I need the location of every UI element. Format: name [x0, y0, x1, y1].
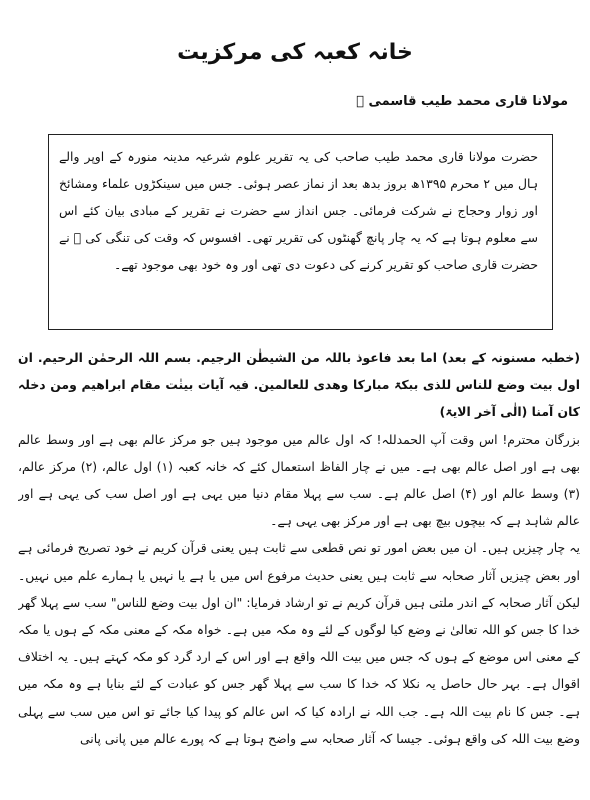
page-title: خانہ کعبہ کی مرکزیت	[177, 40, 413, 65]
author-line: مولانا قاری محمد طیب قاسمی ﷫	[356, 94, 568, 109]
intro-box	[48, 134, 553, 330]
intro-text: حضرت مولانا قاری محمد طیب صاحب کی یہ تقریر علوم شرعیہ مدینہ منورہ کے اوپر والے ہال میں ۲ محرم ۱۳۹۵ھ بروز بدھ بعد از نماز عصر ہوئی۔ جس میں سینکڑوں علماء ومشائخ اور زوار وحجاج نے شرکت فرمائی۔ جس انداز سے حضرت نے تقریر کے مبادی بیان کئے اس سے معلوم ہوتا ہے کہ یہ چار پانچ گھنٹوں کی تقریر تھی۔ افسوس کہ وقت کی تنگی کی ﷫ نے حضرت قاری صاحب کو تقریر کرنے کی دعوت دی تھی اور وہ خود بھی موجود تھے۔	[59, 149, 538, 272]
body-paragraph: بزرگان محترم! اس وقت آپ الحمدللہ! کہ اول عالم میں موجود ہیں جو مرکز عالم بھی ہے اور وسط عالم بھی ہے اور اصل عالم بھی ہے۔ میں نے چار الفاظ استعمال کئے کہ خانہ کعبہ (۱) اول عالم، (۲) مرکز عالم، (۳) وسط عالم اور (۴) اصل عالم ہے۔ سب سے پہلا مقام دنیا میں یہی ہے اور اصل سب کی یہی ہے اور عالم شاہد ہے کہ بیچوں بیچ بھی ہے اور مرکز بھی یہی ہے۔	[18, 431, 580, 529]
body-text	[18, 344, 580, 796]
opening-khutba-paragraph: (خطبہ مسنونہ کے بعد) اما بعد فاعوذ باللہ من الشیطٰن الرجیم. بسم اللہ الرحمٰن الرحیم. ان اول بیت وضع للناس للذی ببکۃ مبارکا وھدی للعالمین. فیہ آیات بینٰت مقام ابراھیم ومن دخلہ کان آمنا (الٰی آخر الایۃ)	[18, 350, 580, 420]
body-paragraph: یہ چار چیزیں ہیں۔ ان میں بعض امور تو نص قطعی سے ثابت ہیں یعنی قرآن کریم نے خود تصریح فرمائی ہے اور بعض چیزیں آثار صحابہ سے ثابت ہیں یعنی حدیث مرفوع اس میں یا ہے یا نہیں یا ہمارے علم میں نہیں۔ لیکن آثار صحابہ کے اندر ملتی ہیں قرآن کریم نے تو ارشاد فرمایا: "ان اول بیت وضع للناس" سب سے پہلا گھر خدا کا جس کو اللہ تعالیٰ نے وضع کیا لوگوں کے لئے وہ مکہ میں ہے۔ خواہ مکہ کے معنی مکہ کے ہوں یا مکہ کے معنی اس موضع کے ہوں کہ جس میں بیت اللہ واقع ہے اور اس کے ارد گرد کو مکہ کہتے ہیں۔ یہ اختلاف اقوال ہے۔ بہر حال حاصل یہ نکلا کہ خدا کا سب سے پہلا گھر جس کو عبادت کے لئے بنایا ہے وہ مکہ میں ہے۔ جس کا نام بیت اللہ ہے۔ جب اللہ نے ارادہ کیا کہ اس عالم کو پیدا کیا جائے تو اس میں سب سے پہلی وضع بیت اللہ کی واقع ہوئی۔ جیسا کہ آثار صحابہ سے واضح ہوتا ہے کہ پورے عالم میں پانی پانی	[18, 540, 580, 746]
